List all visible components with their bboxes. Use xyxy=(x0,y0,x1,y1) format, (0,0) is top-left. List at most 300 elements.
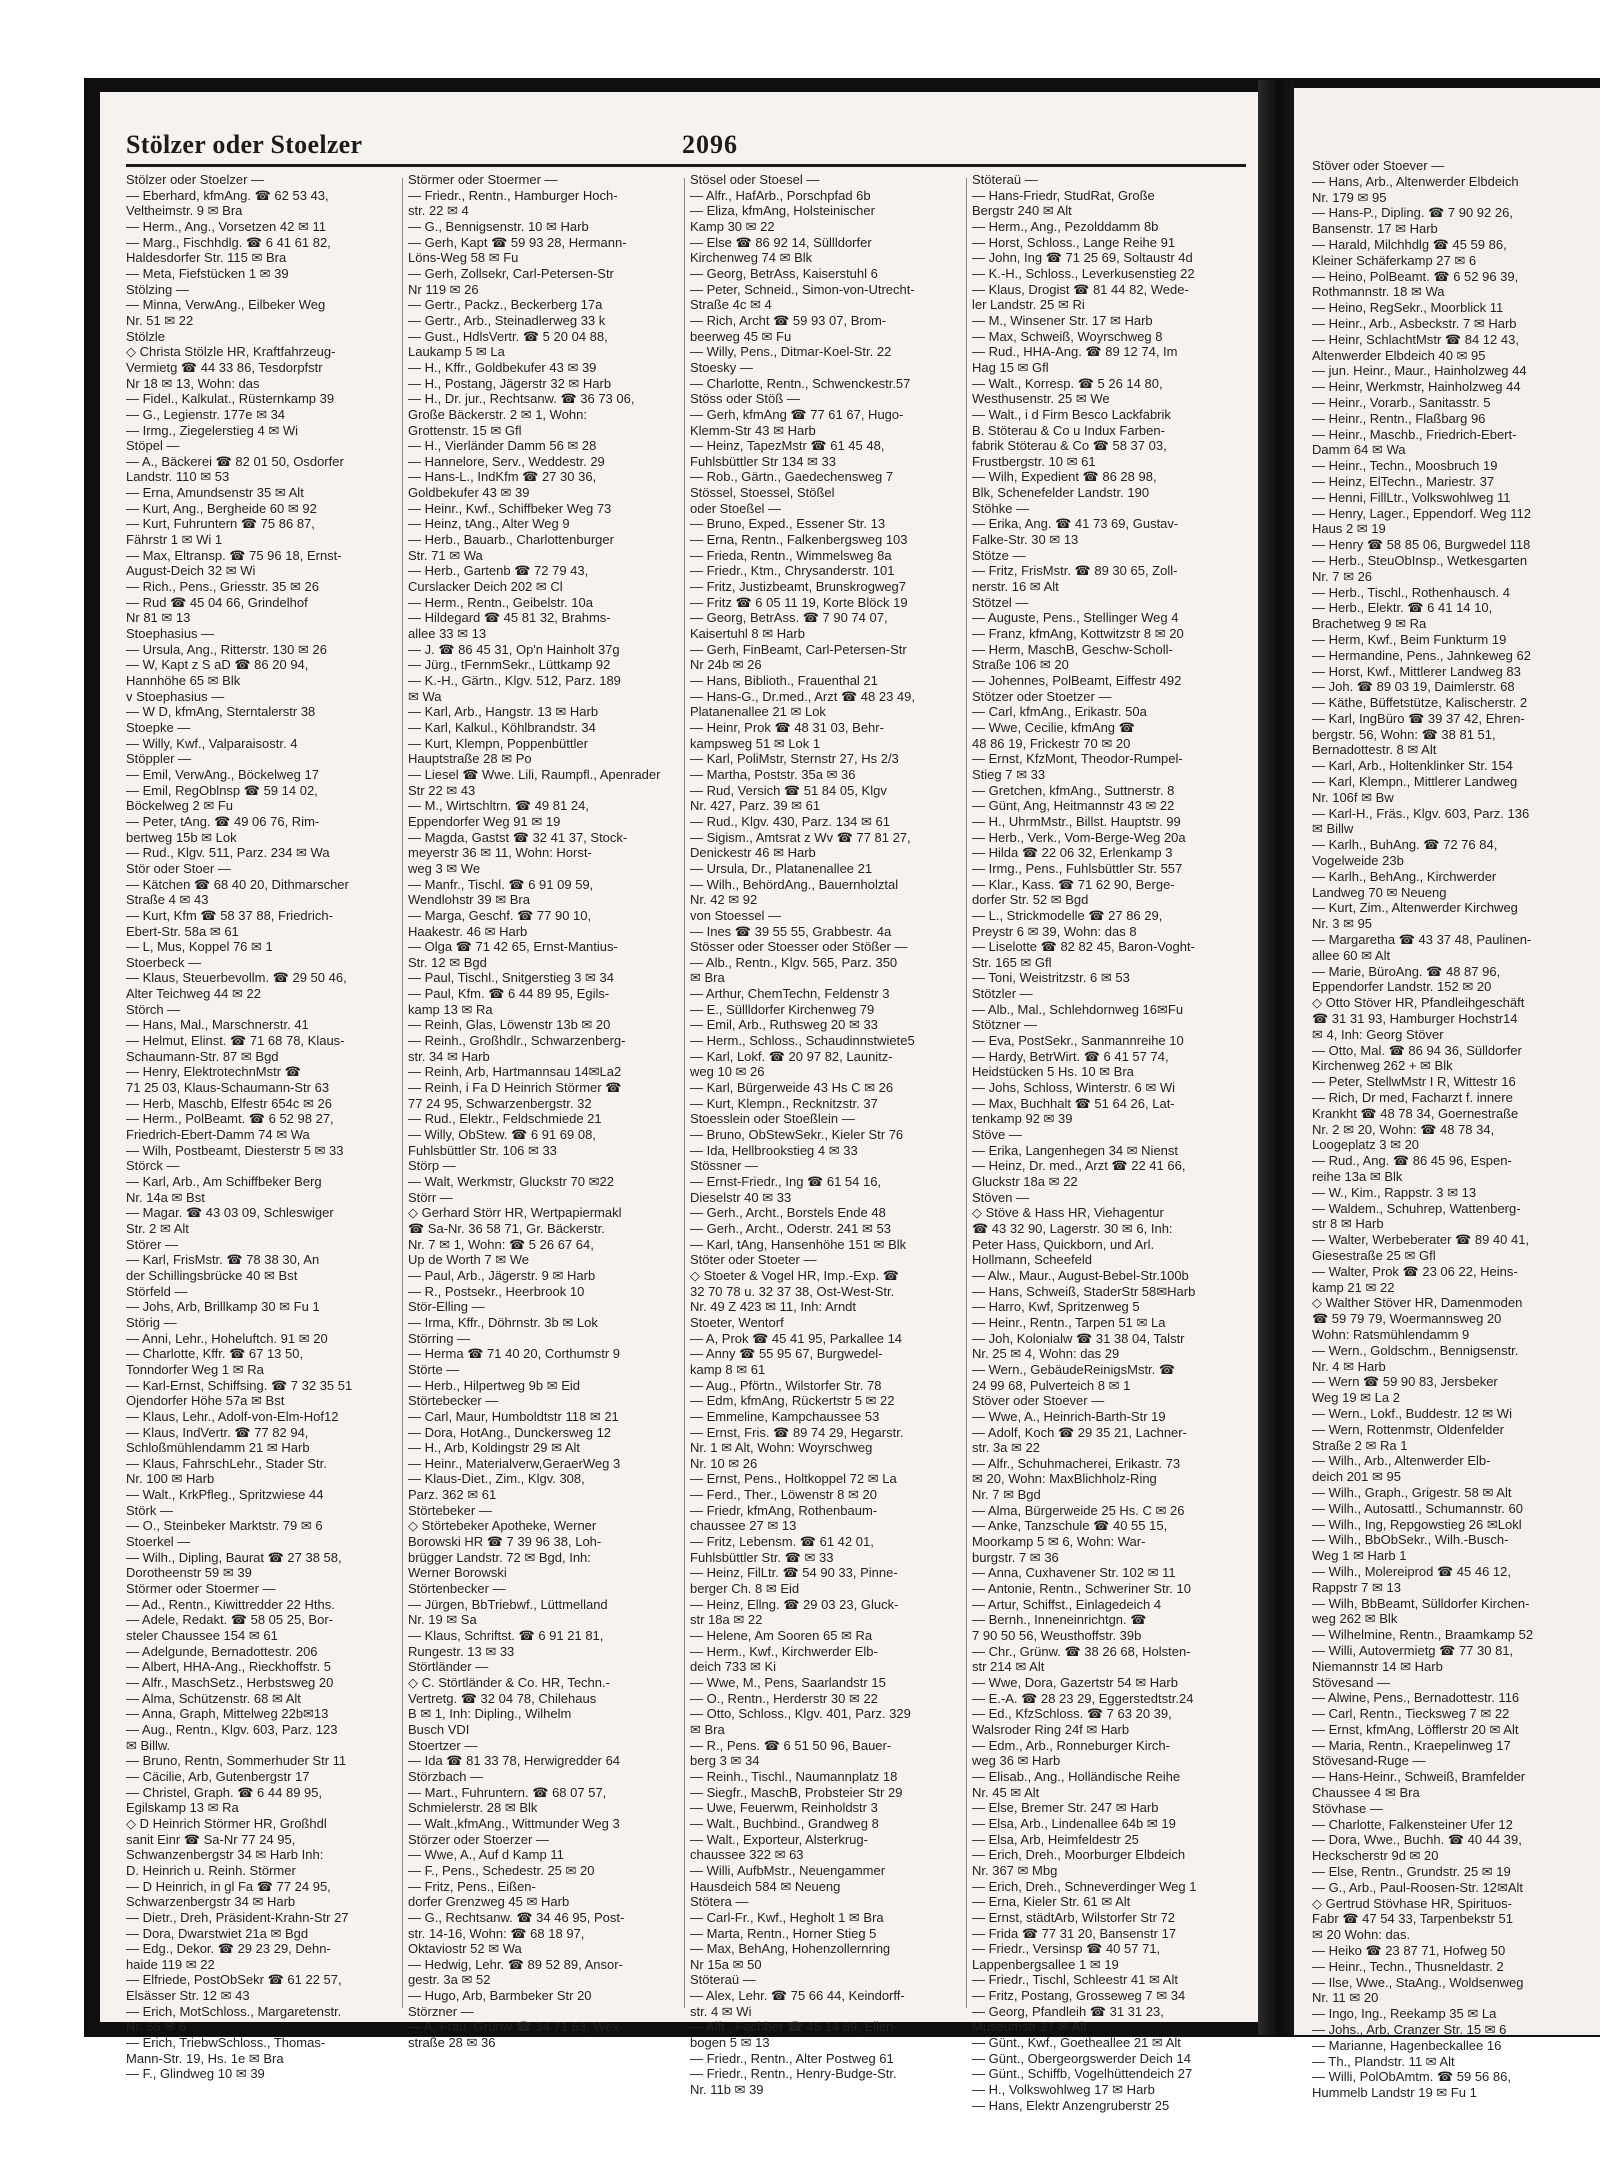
directory-line: — Heinr., Rentn., Tarpen 51 ✉ La xyxy=(972,1314,1166,1330)
directory-line: Nr. 1 ✉ Alt, Wohn: Woyrschweg xyxy=(690,1440,873,1456)
directory-line: — M., Winsener Str. 17 ✉ Harb xyxy=(972,312,1153,328)
directory-line: Störch — xyxy=(126,1001,181,1017)
directory-line: — Kurt, Fuhruntern ☎ 75 86 87, xyxy=(126,516,315,532)
directory-line: — Herb., Tischl., Rothenhausch. 4 xyxy=(1312,584,1510,600)
directory-line: ✉ 20, Wohn: MaxBlichholz-Ring xyxy=(972,1471,1157,1487)
directory-line: beerweg 45 ✉ Fu xyxy=(690,328,792,344)
directory-line: — Toni, Weistritzstr. 6 ✉ 53 xyxy=(972,970,1130,986)
directory-line: — Herm, Kwf., Beim Funkturm 19 xyxy=(1312,631,1507,647)
directory-line: Stoephasius — xyxy=(126,626,215,642)
directory-line: — Arthur, ChemTechn, Feldenstr 3 xyxy=(690,986,890,1002)
directory-line: Bansenstr. 17 ✉ Harb xyxy=(1312,221,1438,237)
directory-line: Wendlohstr 39 ✉ Bra xyxy=(408,892,530,908)
directory-line: — Joh, Kolonialw ☎ 31 38 04, Talstr xyxy=(972,1330,1185,1346)
directory-line: — Alma, Bürgerweide 25 Hs. C ✉ 26 xyxy=(972,1502,1185,1518)
directory-line: Ojendorfer Höhe 57a ✉ Bst xyxy=(126,1393,285,1409)
directory-line: ◇ Christa Stölzle HR, Kraftfahrzeug- xyxy=(126,344,336,360)
directory-line: — Heinr., Maschb., Friedrich-Ebert- xyxy=(1312,426,1517,442)
directory-line: — Erika, Langenhegen 34 ✉ Nienst xyxy=(972,1142,1179,1158)
directory-line: Nr. 7 ✉ 1, Wohn: ☎ 5 26 67 64, xyxy=(408,1236,594,1252)
directory-line: — Eva, PostSekr., Sanmannreihe 10 xyxy=(972,1033,1184,1049)
directory-line: Fuhlsbüttler Str. ☎ ✉ 33 xyxy=(690,1549,834,1565)
directory-line: — Alfr., Fachber ☎ 45 14 89, Ellen- xyxy=(690,2019,898,2035)
directory-line: — Anny ☎ 55 95 67, Burgwedel- xyxy=(690,1346,883,1362)
directory-line: — Wilh., Molereiprod ☎ 45 46 12, xyxy=(1312,1563,1511,1579)
directory-line: — Peter, tAng. ☎ 49 06 76, Rim- xyxy=(126,813,320,829)
directory-line: ✉ Bra xyxy=(690,970,725,986)
directory-line: Lappenbergsallee 1 ✉ 19 xyxy=(972,1956,1119,1972)
directory-line: — Willy, ObStew. ☎ 6 91 69 08, xyxy=(408,1127,596,1143)
directory-line: — Horst, Schloss., Lange Reihe 91 xyxy=(972,234,1176,250)
directory-line: allee 33 ✉ 13 xyxy=(408,626,487,642)
directory-line: ◇ D Heinrich Störmer HR, Großhdl xyxy=(126,1815,327,1831)
directory-line: straße 28 ✉ 36 xyxy=(408,2035,496,2051)
directory-line: — Erika, Ang. ☎ 41 73 69, Gustav- xyxy=(972,516,1179,532)
directory-line: — Heinr, Prok ☎ 48 31 03, Behr- xyxy=(690,719,884,735)
directory-line: — Friedr., Versinsp ☎ 40 57 71, xyxy=(972,1941,1161,1957)
directory-line: ✉ Billw. xyxy=(126,1737,171,1753)
directory-line: — Heinz, tAng., Alter Weg 9 xyxy=(408,516,570,532)
directory-line: — Walt, Werkmstr, Gluckstr 70 ✉22 xyxy=(408,1174,614,1189)
directory-line: — R., Pens. ☎ 6 51 50 96, Bauer- xyxy=(690,1737,892,1753)
directory-line: — Siegfr., MaschB, Probsteier Str 29 xyxy=(690,1784,903,1800)
directory-line: — Heinz, TapezMstr ☎ 61 45 48, xyxy=(690,438,885,454)
directory-line: — Wwe, Cecilie, kfmAng ☎ xyxy=(972,719,1135,735)
directory-line: — Christel, Graph. ☎ 6 44 89 95, xyxy=(126,1784,323,1800)
directory-line: — Fritz, Justizbeamt, Brunskrogweg7 xyxy=(690,579,907,595)
directory-line: Nr. 25 ✉ 4, Wohn: das 29 xyxy=(972,1346,1120,1362)
directory-line: ✉ 20 Wohn: das. xyxy=(1312,1927,1411,1943)
directory-line: — H., Volkswohlweg 17 ✉ Harb xyxy=(972,2082,1155,2098)
directory-line: — Reinh, Glas, Löwenstr 13b ✉ 20 xyxy=(408,1017,611,1033)
directory-line: Rappstr 7 ✉ 13 xyxy=(1312,1579,1401,1595)
directory-line: Stöpel — xyxy=(126,438,180,454)
directory-line: Vermietg ☎ 44 33 86, Tesdorpfstr xyxy=(126,359,323,375)
directory-line: — Charlotte, Falkensteiner Ufer 12 xyxy=(1312,1816,1513,1832)
directory-line: — Heinr., Techn., Thusneldastr. 2 xyxy=(1312,1958,1504,1974)
directory-line: tenkamp 92 ✉ 39 xyxy=(972,1111,1073,1127)
directory-line: weg 3 ✉ We xyxy=(408,860,481,876)
directory-line: Nr. 11 ✉ 20 xyxy=(1312,1990,1379,2006)
directory-line: Böckelweg 2 ✉ Fu xyxy=(126,798,233,814)
directory-line: Stieg 7 ✉ 33 xyxy=(972,766,1046,782)
directory-line: weg 10 ✉ 26 xyxy=(690,1064,765,1080)
directory-line: — Hedwig, Lehr. ☎ 89 52 89, Ansor- xyxy=(408,1956,623,1972)
directory-line: — Heinr, SchlachtMstr ☎ 84 12 43, xyxy=(1312,331,1519,347)
directory-line: Störzer oder Stoerzer — xyxy=(408,1831,549,1847)
directory-line: — Anni, Lehr., Hoheluftch. 91 ✉ 20 xyxy=(126,1330,328,1346)
page-number: 2096 xyxy=(682,130,738,159)
directory-line: — O., Rentn., Herderstr 30 ✉ 22 xyxy=(690,1690,878,1706)
directory-line: — H., Kffr., Goldbekufer 43 ✉ 39 xyxy=(408,359,597,375)
directory-line: — Fritz, Lebensm. ☎ 61 42 01, xyxy=(690,1534,874,1550)
directory-line: — Artur, Schiffst., Einlagedeich 4 xyxy=(972,1596,1162,1612)
directory-line: str 18a ✉ 22 xyxy=(690,1612,763,1628)
directory-line: — Karl, Klempn., Mittlerer Landweg xyxy=(1312,774,1518,790)
directory-line: — Joh. ☎ 89 03 19, Daimlerstr. 68 xyxy=(1312,679,1515,695)
facing-page-column xyxy=(1312,158,1602,2101)
directory-line: — Gerh, Zollsekr, Carl-Petersen-Str xyxy=(408,265,614,281)
directory-line: — Olga ☎ 71 42 65, Ernst-Mantius- xyxy=(408,939,618,955)
directory-line: — Albert, HHA-Ang., Rieckhoffstr. 5 xyxy=(126,1659,331,1675)
directory-line: — Meta, Fiefstücken 1 ✉ 39 xyxy=(126,265,289,281)
directory-line: ✉ 4, Inh: Georg Stöver xyxy=(1312,1026,1444,1042)
directory-line: — John, Ing ☎ 71 25 69, Soltaustr 4d xyxy=(972,250,1193,266)
directory-line: — F., Glindweg 10 ✉ 39 xyxy=(126,2066,265,2082)
directory-line: — Alex, Lehr. ☎ 75 66 44, Keindorff- xyxy=(690,1988,905,2004)
directory-line: kamp 13 ✉ Ra xyxy=(408,1001,493,1017)
directory-line: Dieselstr 40 ✉ 33 xyxy=(690,1189,792,1205)
directory-line: — Friedr., Rentn., Hamburger Hoch- xyxy=(408,187,618,203)
directory-line: Loogeplatz 3 ✉ 20 xyxy=(1312,1137,1420,1153)
directory-line: — Paul, Arb., Jägerstr. 9 ✉ Harb xyxy=(408,1267,596,1283)
directory-line: — Adolf, Koch ☎ 29 35 21, Lachner- xyxy=(972,1424,1187,1440)
directory-line: — Günt., Obergeorgswerder Deich 14 xyxy=(972,2050,1191,2066)
directory-line: Stöteraü — xyxy=(690,1972,756,1988)
directory-line: Tonndorfer Weg 1 ✉ Ra xyxy=(126,1361,264,1377)
directory-line: Haus 2 ✉ 19 xyxy=(1312,521,1386,537)
directory-line: — Rich, Archt ☎ 59 93 07, Brom- xyxy=(690,312,887,328)
directory-line: — Max, Schweiß, Woyrschweg 8 xyxy=(972,328,1163,344)
directory-line: ◇ Otto Stöver HR, Pfandleihgeschäft xyxy=(1312,995,1525,1011)
directory-line: — Max, BehAng, Hohenzollernring xyxy=(690,1941,891,1957)
directory-line: — Walter, Werbeberater ☎ 89 40 41, xyxy=(1312,1232,1530,1248)
directory-line: Eppendorfer Weg 91 ✉ 19 xyxy=(408,813,561,829)
directory-line: — Georg, BetrAss. ☎ 7 90 74 07, xyxy=(690,610,888,626)
directory-line: 32 70 78 u. 32 37 38, Ost-West-Str. xyxy=(690,1283,895,1299)
directory-line: — Rud., Klgv. 430, Parz. 134 ✉ 61 xyxy=(690,813,890,829)
directory-line: str. 22 ✉ 4 xyxy=(408,203,469,219)
directory-line: bogen 5 ✉ 13 xyxy=(690,2035,770,2051)
directory-line: Niemannstr 14 ✉ Harb xyxy=(1312,1658,1443,1674)
directory-line: — Edg., Dekor. ☎ 29 23 29, Dehn- xyxy=(126,1941,331,1957)
directory-line: Stövesand — xyxy=(1312,1674,1391,1690)
directory-line: Stoesky — xyxy=(690,359,753,375)
directory-line: — Willi, Autovermietg ☎ 77 30 81, xyxy=(1312,1642,1514,1658)
directory-line: — H., Arb, Koldingstr 29 ✉ Alt xyxy=(408,1440,581,1456)
directory-line: Straße 4 ✉ 43 xyxy=(126,892,209,908)
directory-line: Störck — xyxy=(126,1158,180,1174)
directory-line: Fabr ☎ 47 54 33, Tarpenbekstr 51 xyxy=(1312,1911,1513,1927)
directory-line: — Karl, PoliMstr, Sternstr 27, Hs 2/3 xyxy=(690,751,899,767)
directory-line: — Gerh, kfmAng ☎ 77 61 67, Hugo- xyxy=(690,406,904,422)
directory-line: — Ed., KfzSchloss. ☎ 7 63 20 39, xyxy=(972,1706,1172,1722)
directory-line: — Heinr., Arb., Asbeckstr. 7 ✉ Harb xyxy=(1312,315,1517,331)
directory-line: sanit Einr ☎ Sa-Nr 77 24 95, xyxy=(126,1831,296,1847)
directory-line: — A, Frau, Grünw ☎ 34 71 63, Wex- xyxy=(408,2019,624,2035)
directory-line: ◇ Störtebeker Apotheke, Werner xyxy=(408,1518,597,1534)
directory-line: — Rich, Dr med, Facharzt f. innere xyxy=(1312,1090,1513,1106)
directory-line: — Fritz ☎ 6 05 11 19, Korte Blöck 19 xyxy=(690,594,908,610)
directory-line: — Elsa, Arb, Heimfeldestr 25 xyxy=(972,1831,1139,1847)
directory-line: — K.-H., Schloss., Leverkusenstieg 22 xyxy=(972,265,1195,281)
directory-line: — Hans-L., IndKfm ☎ 27 30 36, xyxy=(408,469,597,485)
directory-line: — E.-A. ☎ 28 23 29, Eggerstedtstr.24 xyxy=(972,1690,1194,1706)
directory-line: Stötzer oder Stoetzer — xyxy=(972,688,1112,704)
directory-line: Altenwerder Elbdeich 40 ✉ 95 xyxy=(1312,347,1486,363)
directory-line: 71 25 03, Klaus-Schaumann-Str 63 xyxy=(126,1080,330,1096)
directory-line: Curslacker Deich 202 ✉ Cl xyxy=(408,579,563,595)
directory-line: Str. 2 ✉ Alt xyxy=(126,1220,189,1236)
directory-line: str. 34 ✉ Harb xyxy=(408,1048,490,1064)
directory-line: Moorkamp 5 ✉ 6, Wohn: War- xyxy=(972,1534,1146,1550)
directory-line: — Kätchen ☎ 68 40 20, Dithmarscher xyxy=(126,876,349,892)
directory-line: — Chr., Grünw. ☎ 38 26 68, Holsten- xyxy=(972,1643,1191,1659)
directory-line: allee 60 ✉ Alt xyxy=(1312,947,1391,963)
directory-line: — Marga, Geschf. ☎ 77 90 10, xyxy=(408,907,592,923)
directory-line: Alter Teichweg 44 ✉ 22 xyxy=(126,986,261,1002)
directory-line: steler Chaussee 154 ✉ 61 xyxy=(126,1628,278,1644)
directory-line: — D Heinrich, in gl Fa ☎ 77 24 95, xyxy=(126,1878,331,1894)
directory-line: — Rich., Pens., Griesstr. 35 ✉ 26 xyxy=(126,579,319,595)
directory-line: chaussee 27 ✉ 13 xyxy=(690,1518,797,1534)
directory-line: Chaussee 4 ✉ Bra xyxy=(1312,1785,1420,1801)
directory-line: — Carl-Fr., Kwf., Hegholt 1 ✉ Bra xyxy=(690,1909,884,1925)
directory-line: — Marta, Rentn., Horner Stieg 5 xyxy=(690,1925,877,1941)
directory-line: str 8 ✉ Harb xyxy=(1312,1216,1384,1232)
directory-line: — Walter, Prok ☎ 23 06 22, Heins- xyxy=(1312,1263,1518,1279)
directory-line: — Hannelore, Serv., Weddestr. 29 xyxy=(408,453,605,469)
directory-line: — Kurt, Zim., Altenwerder Kirchweg xyxy=(1312,900,1518,916)
directory-line: — Hugo, Arb, Barmbeker Str 20 xyxy=(408,1988,592,2004)
directory-line: — Erich, Dreh., Moorburger Elbdeich xyxy=(972,1847,1186,1863)
directory-line: Werner Borowski xyxy=(408,1565,507,1581)
directory-line: chaussee 322 ✉ 63 xyxy=(690,1847,804,1863)
directory-line: — Karl-Ernst, Schiffsing. ☎ 7 32 35 51 xyxy=(126,1377,353,1393)
directory-line: — Aug., Pförtn., Wilstorfer Str. 78 xyxy=(690,1377,882,1393)
directory-line: — Th., Plandstr. 11 ✉ Alt xyxy=(1312,2053,1455,2069)
directory-line: — Herm., Kwf., Kirchwerder Elb- xyxy=(690,1643,878,1659)
directory-line: — Adelgunde, Bernadottestr. 206 xyxy=(126,1643,318,1659)
directory-line: — Heino, PolBeamt. ☎ 6 52 96 39, xyxy=(1312,268,1519,284)
column-rule xyxy=(966,178,967,2008)
directory-line: Goldbekufer 43 ✉ 39 xyxy=(408,485,530,501)
directory-line: — Karlh., BuhAng. ☎ 72 76 84, xyxy=(1312,837,1498,853)
directory-line: Stötzner — xyxy=(972,1017,1038,1033)
directory-line: — Erna, Amundsenstr 35 ✉ Alt xyxy=(126,485,304,501)
directory-line: Stösser oder Stoesser oder Stößer — xyxy=(690,939,908,955)
directory-line: — Heinr., Techn., Moosbruch 19 xyxy=(1312,458,1498,474)
directory-line: — W, Kapt z S aD ☎ 86 20 94, xyxy=(126,657,309,673)
directory-line: — Kurt, Ang., Bergheide 60 ✉ 92 xyxy=(126,500,317,516)
directory-line: — Alb., Mal., Schlehdornweg 16✉Fu xyxy=(972,1001,1184,1017)
directory-line: — Hildegard ☎ 45 81 32, Brahms- xyxy=(408,610,611,626)
directory-line: — Peter, Schneid., Simon-von-Utrecht- xyxy=(690,281,915,297)
directory-line: von Stoessel — xyxy=(690,907,782,923)
directory-line: — E., Süllldorfer Kirchenweg 79 xyxy=(690,1001,875,1017)
directory-line: — Georg, BetrAss, Kaiserstuhl 6 xyxy=(690,265,878,281)
directory-line: Schaumann-Str. 87 ✉ Bgd xyxy=(126,1048,279,1064)
directory-line: — Karl, Arb., Holtenklinker Str. 154 xyxy=(1312,758,1513,774)
directory-line: — Alma, Schützenstr. 68 ✉ Alt xyxy=(126,1690,301,1706)
directory-line: Nr. 7 ✉ Bgd xyxy=(972,1487,1041,1503)
directory-line: deich 201 ✉ 95 xyxy=(1312,1469,1401,1485)
directory-line: — Aug., Rentn., Klgv. 603, Parz. 123 xyxy=(126,1721,338,1737)
directory-line: — H., Vierländer Damm 56 ✉ 28 xyxy=(408,438,597,454)
directory-line: — Eliza, kfmAng, Holsteinischer xyxy=(690,203,875,219)
directory-line: — Erna, Rentn., Falkenbergsweg 103 xyxy=(690,532,908,548)
directory-line: Nr. 100 ✉ Harb xyxy=(126,1471,215,1487)
directory-line: ☎ Sa-Nr. 36 58 71, Gr. Bäckerstr. xyxy=(408,1220,605,1236)
directory-line: — Hans, Biblioth., Frauenthal 21 xyxy=(690,673,878,688)
directory-line: ◇ Walther Stöver HR, Damenmoden xyxy=(1312,1295,1523,1311)
directory-line: Stöteraü — xyxy=(972,172,1038,187)
directory-line: — Erich, MotSchloss., Margaretenstr. xyxy=(126,2003,342,2019)
directory-line: — Frida ☎ 77 31 20, Bansenstr 17 xyxy=(972,1925,1177,1941)
directory-line: — Irmg., Pens., Fuhlsbüttler Str. 557 xyxy=(972,860,1183,876)
directory-line: — Henry ☎ 58 85 06, Burgwedel 118 xyxy=(1312,537,1531,553)
directory-line: Stössel, Stoessel, Stößel xyxy=(690,485,835,501)
directory-line: — Paul, Kfm. ☎ 6 44 89 95, Egils- xyxy=(408,986,610,1002)
directory-line: Nr. 42 ✉ 92 xyxy=(690,892,758,908)
directory-line: deich 733 ✉ Ki xyxy=(690,1659,777,1675)
directory-line: August-Deich 32 ✉ Wi xyxy=(126,563,256,579)
directory-line: — Carl, kfmAng., Erikastr. 50a xyxy=(972,704,1147,720)
directory-line: — Harro, Kwf, Spritzenweg 5 xyxy=(972,1299,1140,1315)
directory-column-4 xyxy=(972,172,1244,2113)
directory-line: — G., Rechtsanw. ☎ 34 46 95, Post- xyxy=(408,1909,625,1925)
directory-line: — Herm., Rentn., Geibelstr. 10a xyxy=(408,594,593,610)
directory-line: — Else ☎ 86 92 14, Süllldorfer xyxy=(690,234,872,250)
directory-line: Nr 81 ✉ 13 xyxy=(126,610,191,626)
directory-line: — Rud., Klgv. 511, Parz. 234 ✉ Wa xyxy=(126,845,330,861)
directory-line: Stoepke — xyxy=(126,719,191,735)
directory-line: Stöppler — xyxy=(126,751,192,767)
directory-line: ler Landstr. 25 ✉ Ri xyxy=(972,297,1085,313)
directory-line: — Rud, Versich ☎ 51 84 05, Klgv xyxy=(690,782,887,798)
directory-line: burgstr. 7 ✉ 36 xyxy=(972,1549,1059,1565)
directory-line: — Heinz, Ellng. ☎ 29 03 23, Gluck- xyxy=(690,1596,899,1612)
directory-line: — Wwe, M., Pens, Saarlandstr 15 xyxy=(690,1675,886,1690)
directory-line: — Johs., Arb, Cranzer Str. 15 ✉ 6 xyxy=(1312,2022,1507,2038)
directory-line: brügger Landstr. 72 ✉ Bgd, Inh: xyxy=(408,1549,591,1565)
directory-line: Haakestr. 46 ✉ Harb xyxy=(408,923,528,939)
directory-line: — Elsa, Arb., Lindenallee 64b ✉ 19 xyxy=(972,1815,1176,1831)
directory-line: Denickestr 46 ✉ Harb xyxy=(690,845,816,861)
column-rule xyxy=(684,178,685,2008)
directory-line: Straße 106 ✉ 20 xyxy=(972,657,1069,673)
directory-line: 77 24 95, Schwarzenbergstr. 32 xyxy=(408,1095,592,1111)
directory-line: — Adele, Redakt. ☎ 58 05 25, Bor- xyxy=(126,1612,333,1628)
directory-line: — Klaus, IndVertr. ☎ 77 82 94, xyxy=(126,1424,309,1440)
directory-line: Störfeld — xyxy=(126,1283,188,1299)
directory-line: — L., Strickmodelle ☎ 27 86 29, xyxy=(972,907,1163,923)
directory-line: bertweg 15b ✉ Lok xyxy=(126,829,237,845)
directory-line: — Heinr., Kwf., Schiffbeker Weg 73 xyxy=(408,500,612,516)
directory-line: ☎ 43 32 90, Lagerstr. 30 ✉ 6, Inh: xyxy=(972,1220,1173,1236)
directory-line: Elsässer Str. 12 ✉ 43 xyxy=(126,1988,250,2004)
directory-line: Rothmannstr. 18 ✉ Wa xyxy=(1312,284,1445,300)
directory-line: str 214 ✉ Alt xyxy=(972,1659,1045,1675)
directory-line: — Heinr., Vorarb., Sanitasstr. 5 xyxy=(1312,394,1491,410)
directory-line: — Johennes, PolBeamt, Eiffestr 492 xyxy=(972,673,1182,688)
directory-line: Eppendorfer Landstr. 152 ✉ 20 xyxy=(1312,979,1492,995)
directory-line: — Alwine, Pens., Bernadottestr. 116 xyxy=(1312,1690,1520,1706)
directory-line: — Erich, Dreh., Schneverdinger Weg 1 xyxy=(972,1878,1197,1894)
directory-line: — M., Wirtschltrn. ☎ 49 81 24, xyxy=(408,798,589,814)
directory-line: dorfer Grenzweg 45 ✉ Harb xyxy=(408,1894,570,1910)
directory-line: Schwanzenbergstr 34 ✉ Harb Inh: xyxy=(126,1847,324,1863)
directory-line: Stoerkel — xyxy=(126,1534,191,1550)
directory-line: — Willi, PolObAmtm. ☎ 59 56 86, xyxy=(1312,2069,1511,2085)
directory-line: — Wern., Lokf., Buddestr. 12 ✉ Wi xyxy=(1312,1405,1512,1421)
directory-line: Museumstr 27 ✉ Alt xyxy=(972,2019,1087,2035)
directory-line: — Wwe, A., Auf d Kamp 11 xyxy=(408,1847,564,1863)
directory-line: — Gertr., Packz., Beckerberg 17a xyxy=(408,297,603,313)
directory-line: Nr. 2 ✉ 20, Wohn: ☎ 48 78 34, xyxy=(1312,1121,1495,1137)
directory-line: — Wern ☎ 59 90 83, Jersbeker xyxy=(1312,1374,1498,1390)
directory-line: — Gust., HdlsVertr. ☎ 5 20 04 88, xyxy=(408,328,608,344)
directory-line: berger Ch. 8 ✉ Eid xyxy=(690,1581,800,1597)
directory-line: — Alfr., Schuhmacherei, Erikastr. 73 xyxy=(972,1455,1181,1471)
directory-line: — Emmeline, Kampchaussee 53 xyxy=(690,1408,880,1424)
directory-line: Nr 15a ✉ 50 xyxy=(690,1956,762,1972)
directory-line: — Otto, Schloss., Klgv. 401, Parz. 329 xyxy=(690,1706,911,1722)
directory-line: — Helene, Am Sooren 65 ✉ Ra xyxy=(690,1628,873,1644)
directory-line: der Schillingsbrücke 40 ✉ Bst xyxy=(126,1267,298,1283)
directory-line: — Jürgen, BbTriebwf., Lüttmelland xyxy=(408,1596,608,1612)
directory-line: 24 99 68, Pulverteich 8 ✉ 1 xyxy=(972,1377,1131,1393)
directory-line: B ✉ 1, Inh: Dipling., Wilhelm xyxy=(408,1706,572,1722)
directory-line: Haldesdorfer Str. 115 ✉ Bra xyxy=(126,250,287,266)
directory-line: — Friedr., Rentn., Alter Postweg 61 xyxy=(690,2050,894,2066)
directory-line: haide 119 ✉ 22 xyxy=(126,1956,215,1972)
directory-line: — Fritz, Pens., Eißen- xyxy=(408,1878,536,1894)
directory-line: — Reinh., Großhdlr., Schwarzenberg- xyxy=(408,1033,626,1049)
directory-line: Störmer oder Stoermer — xyxy=(408,172,558,187)
directory-line: — Irma, Kffr., Döhrnstr. 3b ✉ Lok xyxy=(408,1314,598,1330)
directory-line: — Walt.,kfmAng., Wittmunder Weg 3 xyxy=(408,1815,620,1831)
directory-line: — Wilh., Autosattl., Schumannstr. 60 xyxy=(1312,1500,1523,1516)
directory-line: ☎ 59 79 79, Woermannsweg 20 xyxy=(1312,1311,1502,1327)
directory-line: — W., Kim., Rappstr. 3 ✉ 13 xyxy=(1312,1184,1477,1200)
directory-line: Peter Hass, Quickborn, und Arl. xyxy=(972,1236,1155,1252)
directory-line: — K.-H., Gärtn., Klgv. 512, Parz. 189 xyxy=(408,673,621,688)
directory-line: — Karl, Bürgerweide 43 Hs C ✉ 26 xyxy=(690,1080,894,1096)
directory-line: — Else, Bremer Str. 247 ✉ Harb xyxy=(972,1800,1159,1816)
directory-line: Stöver oder Stoever — xyxy=(972,1393,1105,1409)
directory-line: Dorotheenstr 59 ✉ 39 xyxy=(126,1565,252,1581)
directory-line: Stöven — xyxy=(972,1189,1030,1205)
directory-line: — Günt, Ang, Heitmannstr 43 ✉ 22 xyxy=(972,798,1175,814)
directory-line: — Herb., Elektr. ☎ 6 41 14 10, xyxy=(1312,600,1493,616)
directory-line: — Friedr., Tischl, Schleestr 41 ✉ Alt xyxy=(972,1972,1178,1988)
directory-line: Nr. 51 ✉ 22 xyxy=(126,312,194,328)
directory-line: — Ernst-Friedr., Ing ☎ 61 54 16, xyxy=(690,1174,882,1189)
directory-line: — Alfr., HafArb., Porschpfad 6b xyxy=(690,187,871,203)
directory-line: — Martha, Poststr. 35a ✉ 36 xyxy=(690,766,856,782)
directory-line: Str. 165 ✉ Gfl xyxy=(972,954,1052,970)
directory-line: — Antonie, Rentn., Schweriner Str. 10 xyxy=(972,1581,1191,1597)
directory-line: — Erich, TriebwSchloss., Thomas- xyxy=(126,2035,326,2051)
directory-line: ◇ Stöve & Hass HR, Viehagentur xyxy=(972,1205,1164,1221)
directory-line: — Anna, Graph, Mittelweg 22b✉13 xyxy=(126,1706,329,1722)
directory-line: — Marg., Fischhdlg. ☎ 6 41 61 82, xyxy=(126,234,331,250)
directory-line: — W D, kfmAng, Sterntalerstr 38 xyxy=(126,704,316,720)
directory-line: Rungestr. 13 ✉ 33 xyxy=(408,1643,515,1659)
directory-line: Störzbach — xyxy=(408,1768,484,1784)
directory-line: Nr. 3 ✉ 95 xyxy=(1312,916,1373,932)
directory-line: — Hans, Arb., Altenwerder Elbdeich xyxy=(1312,173,1519,189)
directory-line: — Rud., HHA-Ang. ☎ 89 12 74, Im xyxy=(972,344,1178,360)
directory-line: Damm 64 ✉ Wa xyxy=(1312,442,1406,458)
directory-line: Kirchenweg 262 + ✉ Blk xyxy=(1312,1058,1453,1074)
directory-line: Wohn: Ratsmühlendamm 9 xyxy=(1312,1326,1470,1342)
column-rule xyxy=(402,178,403,2008)
directory-line: — Auguste, Pens., Stellinger Weg 4 xyxy=(972,610,1179,626)
directory-line: Störtebeker — xyxy=(408,1502,492,1518)
directory-line: ◇ Gerhard Störr HR, Wertpapiermakl xyxy=(408,1205,622,1221)
